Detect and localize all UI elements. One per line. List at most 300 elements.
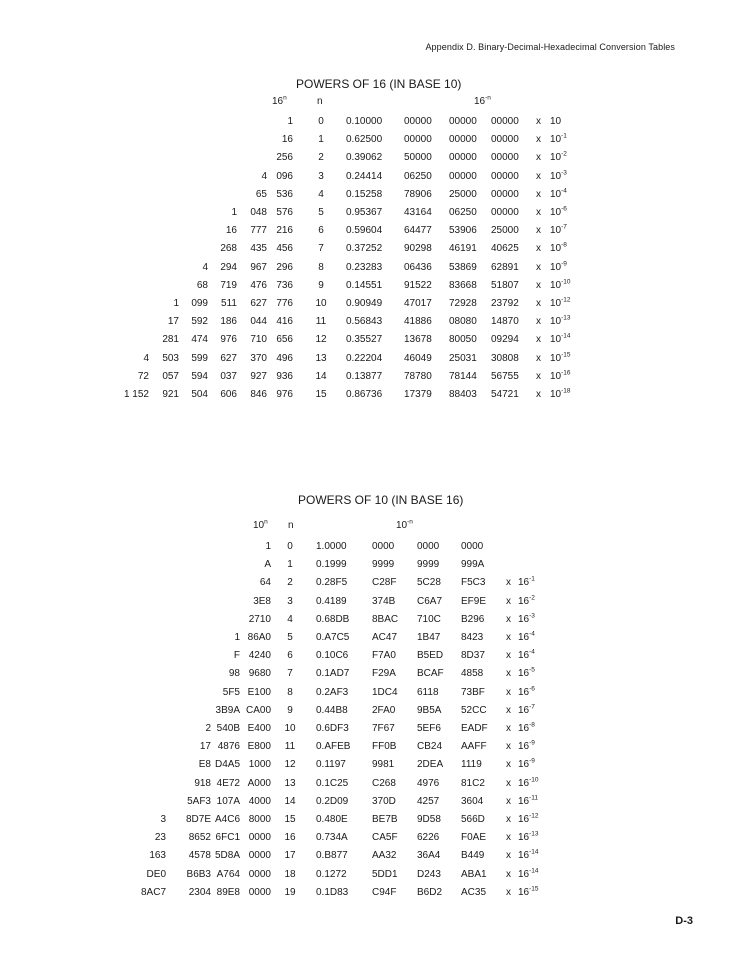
table2-n: 2 [287,577,293,589]
table1-neg-group: 0.15258 [346,188,383,200]
table2-scale-factor [518,741,535,752]
table1-pos-group: 096 [276,170,293,182]
table2-neg-group: B6D2 [417,886,443,898]
table1-pos-group: 099 [191,298,208,309]
table1-neg-group: 30808 [491,352,519,364]
table2-neg-group: AAFF [461,741,487,753]
table2-neg-group: 8D37 [461,650,485,662]
table2-neg-group: AC47 [372,632,398,643]
table2-neg-group: 0.10C6 [316,650,349,662]
table2-times-sign: x [506,686,511,698]
table1-row [0,189,737,205]
table2-times-sign: x [506,850,511,862]
table2-neg-group: 36A4 [417,850,441,862]
table2-row [0,759,737,775]
table1-times-sign: x [536,298,541,309]
table2-pos-group: B6B3 [186,868,211,880]
table2-pos-group: 1000 [248,759,271,771]
table1-neg-group: 00000 [404,116,432,127]
table1-pos-group: 186 [220,316,237,328]
table1-row [0,243,737,259]
table1-neg-group: 17379 [404,389,432,400]
table1-pos-group: 606 [220,389,237,400]
table2-scale-factor [518,723,535,734]
table2-scale-factor [518,705,535,716]
table1-n: 7 [318,243,324,255]
table2-scale-factor [518,832,539,843]
table2-header [0,520,737,536]
table2-neg-group: 0.480E [316,814,348,825]
table1-scale-factor [550,298,571,309]
table2-n: 14 [284,795,296,807]
table2-neg-group: 1119 [461,759,482,771]
table2-neg-group: 710C [417,613,441,625]
table2-row [0,850,737,866]
table1-pos-group: 476 [250,279,267,291]
table2-pos-group: A000 [247,777,271,789]
table2-scale-base: 16 [518,795,530,807]
table1-neg-group: 0.95367 [346,207,383,218]
table1-row [0,116,737,132]
table2-neg-group: 1.0000 [316,541,347,552]
table2-times-sign: x [506,577,511,589]
table1-neg-group: 53906 [449,225,477,237]
table2-row [0,596,737,612]
table1-scale-base: 10 [550,352,562,364]
table1-head-n: n [317,96,323,107]
table1-scale-exponent: -9 [561,260,567,268]
table2-n: 5 [287,632,293,643]
table2-neg-group: 0.44B8 [316,704,348,716]
table2-scale-exponent: -2 [529,594,535,602]
table1-pos-group: 592 [191,316,208,328]
table1-scale-factor [550,116,561,127]
table2-row [0,778,737,794]
table2-neg-group: BE7B [372,814,398,825]
table2-row [0,614,737,630]
table1-neg-group: 43164 [404,207,432,218]
table1-pos-group: 599 [191,352,208,364]
table2-neg-group: 0.A7C5 [316,632,350,643]
table1-pos-group: 65 [255,188,267,200]
table2-neg-group: 0.1999 [316,559,347,571]
table1-neg-group: 72928 [449,298,477,309]
table1-scale-exponent: -8 [561,242,567,250]
table1-neg-group: 00000 [449,116,477,127]
table2-neg-group: F7A0 [372,650,396,662]
table2-scale-base: 16 [518,613,530,625]
table1-scale-exponent: -10 [561,278,571,286]
table2-neg-group: F5C3 [461,577,486,589]
table1-pos-group: 256 [276,152,293,164]
table2-pos-group: E100 [247,686,271,698]
table2-neg-group: 7F67 [372,723,395,734]
table2-n: 7 [287,668,293,680]
table2-neg-group: 4976 [417,777,440,789]
table2-n: 15 [284,814,296,825]
table1-neg-group: 00000 [491,134,519,146]
table1-pos-group: 921 [162,389,179,400]
table1-times-sign: x [536,370,541,382]
table2-scale-exponent: -4 [529,648,535,656]
table2-neg-group: 0.2AF3 [316,686,349,698]
table2-scale-exponent: -15 [529,885,539,893]
table1-pos-group: 936 [276,370,293,382]
table1-pos-group: 435 [250,243,267,255]
table2-neg-group: 0.28F5 [316,577,348,589]
table2-neg-group: 5C28 [417,577,441,589]
table2-neg-group: 999A [461,559,485,571]
table2-n: 1 [287,559,293,571]
table2-neg-group: 4858 [461,668,484,680]
table1-scale-exponent: -16 [561,369,571,377]
table1-n: 15 [315,389,327,400]
table2-neg-group: 0.1C25 [316,777,349,789]
table2-neg-group: 0.1AD7 [316,668,350,680]
table1-neg-group: 47017 [404,298,432,309]
table1-neg-group: 46191 [449,243,477,255]
table1-pos-group: 216 [276,225,293,237]
table2-scale-factor [518,814,539,825]
table2-row [0,632,737,648]
table1-pos-group: 17 [167,316,179,328]
table2-times-sign: x [506,595,511,607]
table1-scale-exponent: -6 [561,205,567,213]
table2-neg-group: CA5F [372,832,398,844]
table2-neg-group: 0.4189 [316,595,347,607]
table2-pos-group: 918 [194,777,211,789]
table1-row [0,280,737,296]
table2-times-sign: x [506,886,511,898]
table1-scale-factor [550,334,571,345]
table1-pos-group: 967 [250,261,267,273]
table2-head-neg [396,520,413,531]
table1-times-sign: x [536,152,541,164]
table1-neg-group: 62891 [491,261,519,273]
table2-neg-group: BCAF [417,668,444,680]
table2-scale-base: 16 [518,686,530,698]
table2-row [0,650,737,666]
table1-pos-group: 846 [250,389,267,400]
table1-pos-group: 057 [162,370,179,382]
table1-neg-group: 0.13877 [346,370,383,382]
table1-times-sign: x [536,116,541,127]
table1-neg-group: 54721 [491,389,519,400]
table2-times-sign: x [506,650,511,662]
table1-scale-factor [550,171,567,182]
table1-neg-group: 08080 [449,316,477,328]
table1-pos-group: 4 [143,352,149,364]
table1-pos-group: 4 [202,261,208,273]
table1-row [0,353,737,369]
table1-neg-group: 0.35527 [346,334,383,346]
table2-pos-group: 8D7E [185,814,211,825]
table2-n: 16 [284,832,296,844]
table2-pos-group: 4578 [188,850,211,862]
table1-row [0,225,737,241]
table1-scale-factor [550,353,571,364]
table2-pos-group: 5AF3 [187,795,211,807]
table1-neg-group: 06436 [404,261,432,273]
table1-times-sign: x [536,352,541,364]
table2-row [0,869,737,885]
table2-scale-exponent: -14 [529,867,539,875]
table1-pos-group: 4 [261,170,267,182]
table1-neg-group: 00000 [491,152,519,164]
table2-pos-group: 0000 [248,868,271,880]
table2-pos-group: 89E8 [216,886,240,898]
table1-pos-group: 627 [220,352,237,364]
table1-scale-factor [550,152,567,163]
table2-scale-base: 16 [518,650,530,662]
table2-scale-factor [518,668,535,679]
table2-neg-group: C28F [372,577,397,589]
table1-neg-group: 23792 [491,298,519,309]
table1-neg-group: 06250 [449,207,477,218]
table2-neg-group: 73BF [461,686,485,698]
table1-pos-group: 456 [276,243,293,255]
table2-pos-group: 8000 [248,814,271,825]
table2-scale-base: 16 [518,777,530,789]
table1-scale-base: 10 [550,370,562,382]
table2-pos-group: E800 [247,741,271,753]
table1-pos-group: 037 [220,370,237,382]
table2-pos-group: A4C6 [214,814,240,825]
table1-n: 13 [315,352,327,364]
table2-pos-group: 2304 [188,886,211,898]
table2-row [0,796,737,812]
table2-scale-exponent: -9 [529,758,535,766]
table1-n: 12 [315,334,327,346]
table2-scale-exponent: -13 [529,830,539,838]
table1-neg-group: 56755 [491,370,519,382]
table1-pos-group: 268 [220,243,237,255]
table1-neg-group: 90298 [404,243,432,255]
table1-head-neg [474,96,491,107]
table1-scale-factor [550,243,567,254]
table1-row [0,207,737,223]
table1-scale-factor [550,225,567,236]
table2-neg-group: B5ED [417,650,444,662]
table1-pos-group: 1 [231,207,237,218]
table2-n: 9 [287,704,293,716]
table1-neg-group: 0.56843 [346,316,383,328]
table2-row [0,741,737,757]
table2-row [0,668,737,684]
table2-scale-base: 16 [518,632,530,643]
table1-pos-group: 976 [220,334,237,346]
table2-neg-group: 9999 [372,559,395,571]
table2-neg-group: 3604 [461,795,484,807]
table2-n: 10 [284,723,296,734]
table1-scale-base: 10 [550,389,562,400]
table1-scale-base: 10 [550,170,562,182]
table2-pos-group: 3B9A [215,704,240,716]
table2-row [0,723,737,739]
table1-scale-exponent: -2 [561,151,567,159]
table1-n: 14 [315,370,327,382]
table2-scale-exponent: -8 [529,721,535,729]
table1-times-sign: x [536,316,541,328]
table2-neg-group: 6118 [417,686,439,698]
table1-scale-exponent: -1 [561,132,567,140]
table2-neg-group: 81C2 [461,777,485,789]
table1-neg-group: 00000 [491,207,519,218]
table1-head-neg-base: 16 [474,96,486,107]
table1-scale-exponent: -3 [561,169,567,177]
table2-neg-group: B296 [461,613,485,625]
table1-scale-base: 10 [550,298,562,309]
table2-scale-factor [518,577,535,588]
table2-pos-group: 1 [265,541,271,552]
table1-n: 6 [318,225,324,237]
table2-head-neg-exp: -n [407,518,413,526]
table1-neg-group: 00000 [491,116,519,127]
table2-scale-factor [518,596,535,607]
table2-scale-factor [518,796,538,807]
table2-neg-group: EADF [461,723,488,734]
table1-pos-group: 511 [221,298,237,309]
table1-pos-group: 1 [173,298,179,309]
table1-scale-factor [550,207,567,218]
table2-scale-factor [518,687,535,698]
table1-neg-group: 53869 [449,261,477,273]
table1-pos-group: 777 [250,225,267,237]
table2-n: 6 [287,650,293,662]
table1-neg-group: 83668 [449,279,477,291]
table2-neg-group: 0.6DF3 [316,723,349,734]
table2-neg-group: D243 [417,868,441,880]
table1-times-sign: x [536,207,541,218]
table2-neg-group: 0000 [461,541,484,552]
table2-times-sign: x [506,795,511,807]
table2-pos-group: 4000 [248,795,271,807]
table2-neg-group: AC35 [461,886,487,898]
table1-scale-exponent: -4 [561,187,567,195]
table2-pos-group: 107A [216,795,240,807]
table1-scale-factor [550,280,571,291]
table2-n: 11 [284,741,296,753]
table1-neg-group: 88403 [449,389,477,400]
table1-n: 0 [318,116,324,127]
table2-pos-group: E8 [198,759,211,771]
table1-head-pos-exp: n [283,94,287,102]
table2-neg-group: 2FA0 [372,704,396,716]
table2-times-sign: x [506,741,511,753]
table2-scale-base: 16 [518,577,530,589]
table2-times-sign: x [506,777,511,789]
table2-scale-exponent: -7 [529,703,535,711]
table1-scale-exponent: -14 [561,333,571,341]
table2-pos-group: 0000 [248,886,271,898]
table1-scale-exponent: -18 [561,387,571,395]
table1-n: 3 [318,170,324,182]
table1-pos-group: 048 [250,207,267,218]
table2-scale-base: 16 [518,868,530,880]
table1-scale-base: 10 [550,152,562,164]
table1-header [0,96,737,112]
table1-neg-group: 78144 [449,370,477,382]
table1-scale-base: 10 [550,316,562,328]
table1-row [0,171,737,187]
table1-pos-group: 927 [250,370,267,382]
table2-neg-group: 0000 [417,541,440,552]
table1-neg-group: 00000 [449,152,477,164]
table2-pos-group: 2 [205,723,211,734]
table1-pos-group: 496 [276,352,293,364]
table2-scale-exponent: -3 [529,612,535,620]
table1-pos-group: 627 [250,298,267,309]
table1-neg-group: 00000 [449,170,477,182]
table1-neg-group: 0.90949 [346,298,383,309]
table1-pos-group: 474 [191,334,208,346]
table1-scale-base: 10 [550,261,562,273]
table2-neg-group: ABA1 [461,868,487,880]
table2-row [0,705,737,721]
table2-times-sign: x [506,868,511,880]
table2-pos-group: A764 [216,868,240,880]
table1-scale-factor [550,189,567,200]
table1-pos-group: 736 [276,279,293,291]
table2-neg-group: C94F [372,886,397,898]
table2-pos-group: 4876 [217,741,240,753]
table1-row [0,298,737,314]
table1-pos-group: 296 [276,261,293,273]
table2-n: 4 [287,613,293,625]
table2-pos-group: 6FC1 [215,832,240,844]
table1-pos-group: 503 [162,352,179,364]
table1-pos-group: 1 [287,116,293,127]
table1-scale-base: 10 [550,334,562,346]
table2-neg-group: CB24 [417,741,443,753]
table1-neg-group: 78780 [404,370,432,382]
table2-row [0,832,737,848]
table2-scale-factor [518,650,535,661]
table2-n: 0 [287,541,293,552]
table2-neg-group: 374B [372,595,396,607]
table2-pos-group: DE0 [146,868,166,880]
table2-scale-factor [518,614,535,625]
table2-pos-group: 23 [154,832,166,844]
table1-pos-group: 281 [162,334,179,346]
table1-pos-group: 536 [276,188,293,200]
table2-neg-group: AA32 [372,850,397,862]
table2-neg-group: 2DEA [417,759,444,771]
table2-neg-group: 4257 [417,795,440,807]
table2-pos-group: E400 [247,723,271,734]
table2-neg-group: 9B5A [417,704,442,716]
table2-scale-factor [518,778,539,789]
table2-pos-group: 8652 [188,832,211,844]
table2-pos-group: 17 [199,741,211,753]
table1-neg-group: 0.10000 [346,116,383,127]
table2-pos-group: 2710 [248,613,271,625]
table2-pos-group: A [264,559,271,571]
table2-scale-base: 16 [518,886,530,898]
table1-times-sign: x [536,170,541,182]
table1-neg-group: 14870 [491,316,519,328]
table1-head-neg-exp: -n [485,94,491,102]
table2-scale-exponent: -10 [529,776,539,784]
table1-neg-group: 09294 [491,334,519,346]
table1-neg-group: 0.24414 [346,170,383,182]
table2-n: 19 [284,886,296,898]
table2-neg-group: FF0B [372,741,397,753]
table1-times-sign: x [536,134,541,146]
table2-neg-group: B449 [461,850,485,862]
table1-neg-group: 40625 [491,243,519,255]
table1-row [0,134,737,150]
